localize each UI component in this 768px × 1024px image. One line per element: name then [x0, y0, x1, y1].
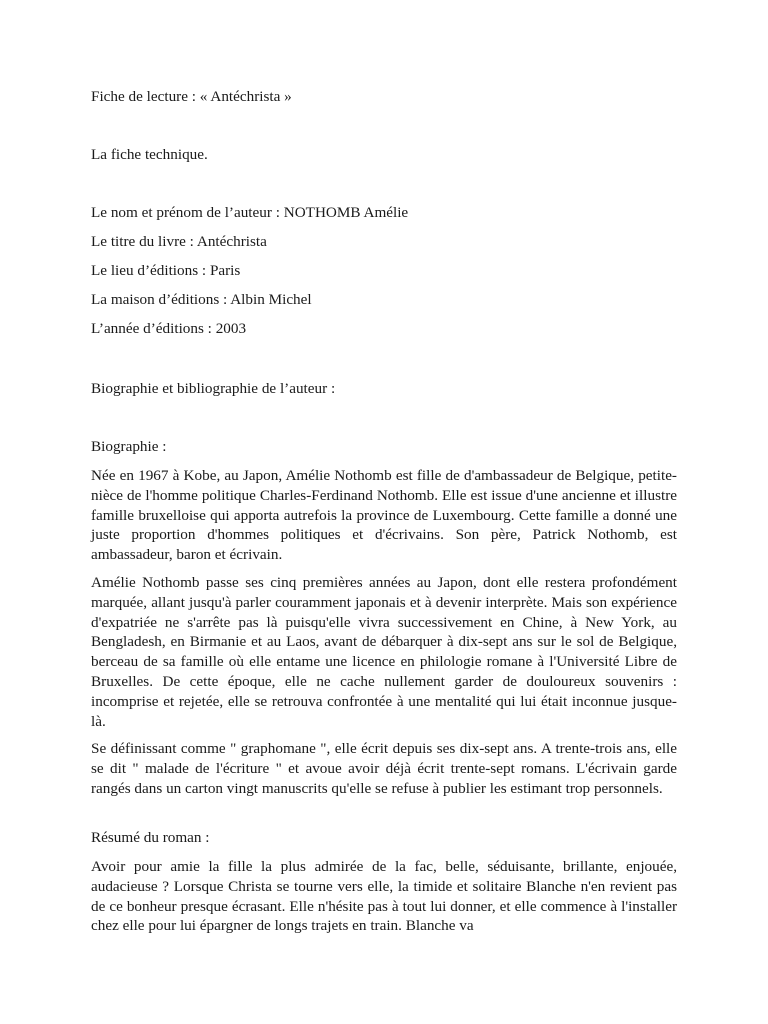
- field-author: Le nom et prénom de l’auteur : NOTHOMB Amélie: [91, 204, 409, 221]
- biography-paragraph-3: Se définissant comme " graphomane ", elle écrit depuis ses dix-sept ans. A trente-trois ans, elle se dit " malade de l'écriture " et avoue avoir déjà écrit trente-sept romans. L'écrivain garde rangés dans un carton vingt manuscrits qu'elle se refuse à publier les estimant trop personnels.: [91, 740, 677, 797]
- biography-heading: Biographie :: [91, 438, 167, 455]
- document-title: Fiche de lecture : « Antéchrista »: [91, 88, 292, 105]
- field-publisher: La maison d’éditions : Albin Michel: [91, 291, 312, 308]
- summary-heading: Résumé du roman :: [91, 829, 210, 846]
- section-heading-technique: La fiche technique.: [91, 146, 208, 163]
- summary-paragraph: Avoir pour amie la fille la plus admirée de la fac, belle, séduisante, brillante, enjouée, audacieuse ? Lorsque Christa se tourne vers elle, la timide et solitaire Blanche n'en revient pas de ce bonheur presque écrasant. Elle n'hésite pas à tout lui donner, et elle commence à l'installer chez elle pour lui épargner de longs trajets en train. Blanche va: [91, 858, 677, 935]
- field-place: Le lieu d’éditions : Paris: [91, 262, 241, 279]
- biography-paragraph-1: Née en 1967 à Kobe, au Japon, Amélie Nothomb est fille de d'ambassadeur de Belgique, petite-nièce de l'homme politique Charles-Ferdinand Nothomb. Elle est issue d'une ancienne et illustre famille bruxelloise qui apporta autrefois la province de Luxembourg. Cette famille a donné une juste proportion d'hommes politiques et d'écrivains. Son père, Patrick Nothomb, est ambassadeur, baron et écrivain.: [91, 467, 677, 564]
- field-book-title: Le titre du livre : Antéchrista: [91, 233, 267, 250]
- field-year: L’année d’éditions : 2003: [91, 320, 247, 337]
- biography-paragraph-2: Amélie Nothomb passe ses cinq premières années au Japon, dont elle restera profondément marquée, allant jusqu'à parler couramment japonais et à devenir interprète. Mais son expérience d'expatriée ne s'arrête pas là puisqu'elle vivra successivement en Chine, à New York, au Bengladesh, en Birmanie et au Laos, avant de débarquer à dix-sept ans sur le sol de Belgique, berceau de sa famille où elle entame une licence en philologie romane à l'Université Libre de Bruxelles. De cette époque, elle ne cache nullement garder de douloureux souvenirs : incomprise et rejetée, elle se retrouva confrontée à une mentalité qui lui était inconnue jusque-là.: [91, 574, 677, 730]
- document-page: [91, 0, 677, 1024]
- section-heading-bio-biblio: Biographie et bibliographie de l’auteur :: [91, 380, 336, 397]
